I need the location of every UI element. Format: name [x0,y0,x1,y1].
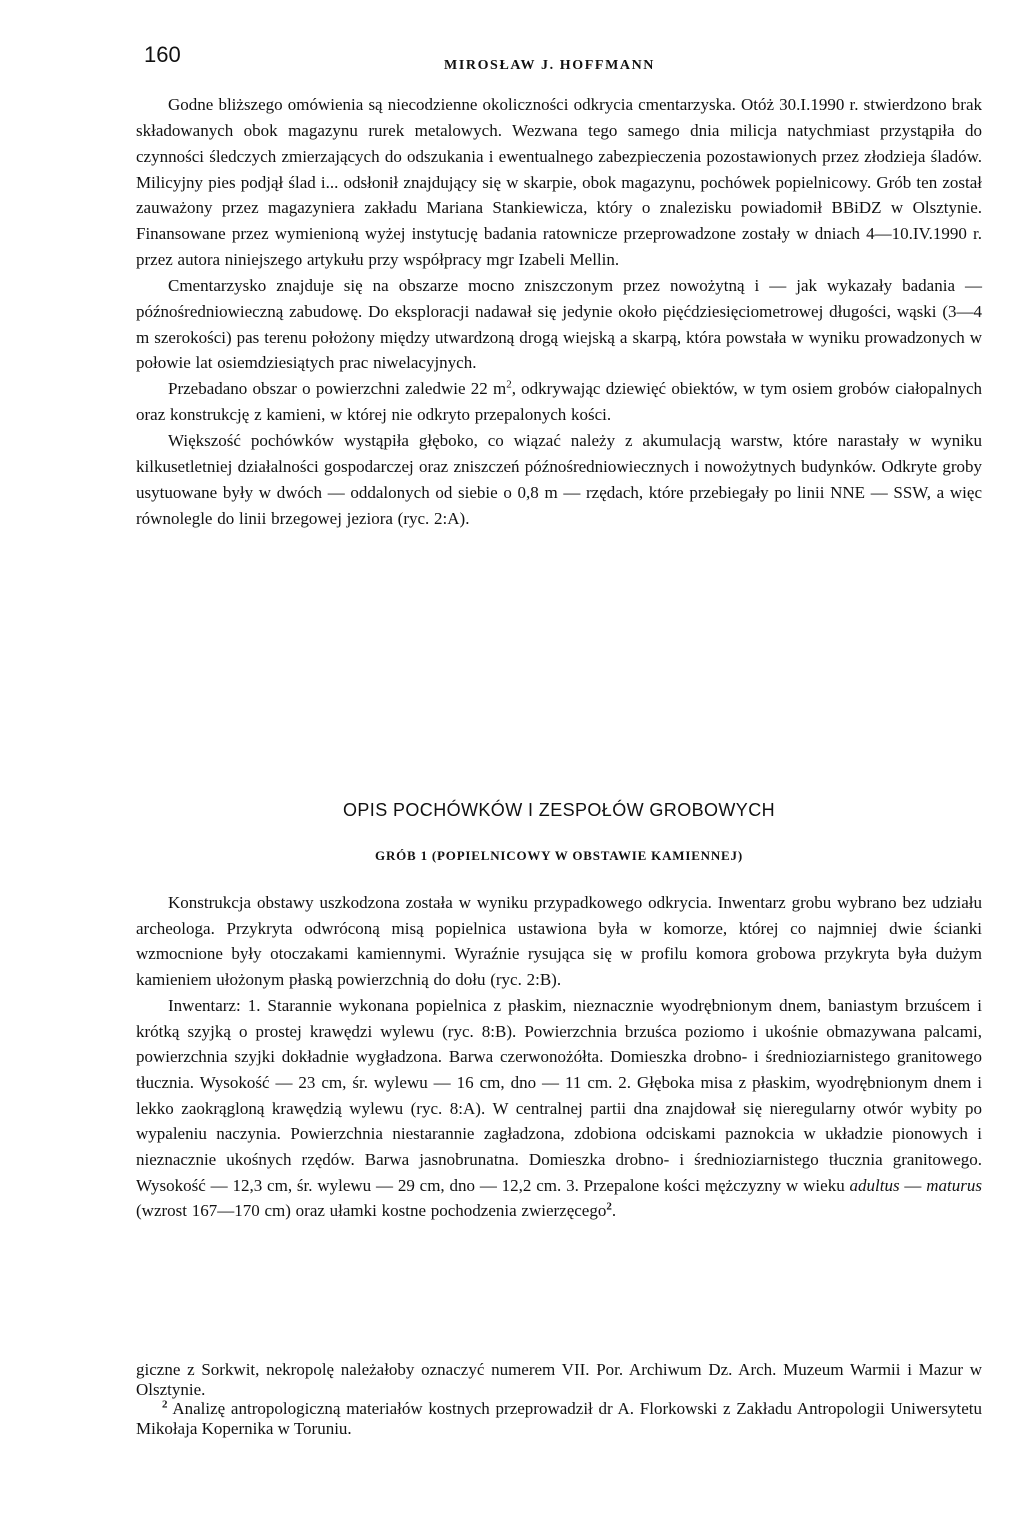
footnote [136,1399,982,1438]
paragraph [136,376,982,428]
text-run: — [899,1175,927,1195]
page-header [136,0,982,100]
text-run: Inwentarz: 1. Starannie wykonana popielnica z płaskim, nieznacznie wyodrębnionym dnem, baniastym brzuścem i krótką szyjką o prostej krawędzi wylewu (ryc. 8:B). Powierzchnia brzuśca poziomo i ukośnie obmazywana palcami, powierzchnia szyjki dokładnie wygładzona. Barwa czerwonożółta. Domieszka drobno- i średnioziarnistego granitowego tłucznia. Wysokość — 23 cm, śr. wylewu — 16 cm, dno — 11 cm. 2. Głęboka misa z płaskim, wyodrębnionym dnem i lekko zaokrągloną krawędzią wylewu (ryc. 8:A). W centralnej partii dna znajdował się nieregularny otwór wybity po wypaleniu naczynia. Powierzchnia niestarannie zagładzona, zdobiona odciskami paznokcia w układzie pionowych i nieznacznie ukośnych rzędów. Barwa jasnobrunatna. Domieszka drobno- i średnioziarnistego tłucznia granitowego. Wysokość — 12,3 cm, śr. wylewu — 29 cm, dno — 12,2 cm. 3. Przepalone kości mężczyzny w wieku [136,995,982,1195]
text-run: , odkrywając dziewięć obiektów, w tym osiem grobów ciałopalnych oraz konstrukcję z kamieni, w której nie odkryto przepalonych kości. [136,379,982,425]
italic-term: adultus [849,1175,900,1195]
italic-term: maturus [926,1175,982,1195]
paragraph: Konstrukcja obstawy uszkodzona została w wyniku przypadkowego odkrycia. Inwentarz grobu wybrano bez udziału archeologa. Przykryta odwróconą misą popielnica ustawiona była w komorze, której co najmniej dwie ścianki wzmocnione były otoczakami kamiennymi. Wyraźnie rysująca się w profilu komora grobowa przykryta była dużym kamieniem ułożonym płaską powierzchnią do dołu (ryc. 2:B). [136,893,982,990]
paragraph: Cmentarzysko znajduje się na obszarze mocno zniszczonym przez nowożytną i — jak wykazały badania — późnośredniowieczną zabudowę. Do eksploracji nadawał się jedynie około pięćdziesięciometrowej długości, wąski (3—4 m szerokości) pas terenu położony między utwardzoną drogą wiejską a skarpą, która powstała w wyniku prowadzonych w połowie lat osiemdziesiątych prac niwelacyjnych. [136,275,982,373]
paragraph [136,993,982,1224]
page-number: 160 [144,42,181,67]
footnote-reference: 2 [606,1200,612,1213]
text-run: (wzrost 167—170 cm) oraz ułamki kostne pochodzenia zwierzęcego [136,1201,607,1221]
section-heading: OPIS POCHÓWKÓW I ZESPOŁÓW GROBOWYCH [342,800,776,820]
grave-description [136,890,982,1224]
paragraph: Większość pochówków wystąpiła głęboko, co wiązać należy z akumulacją warstw, które narastały w wyniku kilkusetletniej działalności gospodarczej oraz zniszczeń późnośredniowiecznych i nowożytnych budynków. Odkryte groby usytuowane były w dwóch — oddalonych od siebie o 0,8 m — rzędach, które przebiegały po linii NNE — SSW, a więc równolegle do linii brzegowej jeziora (ryc. 2:A). [136,430,982,528]
footnote-number: 2 [162,1398,168,1411]
running-head: MIROSŁAW J. HOFFMANN [444,58,656,73]
footnote-text: Analizę antropologiczną materiałów kostnych przeprowadził dr A. Florkowski z Zakładu Antropologii Uniwersytetu Mikołaja Kopernika w Toruniu. [136,1399,982,1438]
grave-subheading: GRÓB 1 (POPIELNICOWY W OBSTAWIE KAMIENNEJ) [375,848,743,863]
footnote-continuation: giczne z Sorkwit, nekropolę należałoby oznaczyć numerem VII. Por. Archiwum Dz. Arch. Muzeum Warmii i Mazur w Olsztynie. [136,1360,982,1399]
paragraph: Godne bliższego omówienia są niecodzienne okoliczności odkrycia cmentarzyska. Otóż 30.I.1990 r. stwierdzono brak składowanych obok magazynu rurek metalowych. Wezwana tego samego dnia milicja natychmiast przystąpiła do czynności śledczych zmierzających do odszukania i ewentualnego zabezpieczenia pozostawionych przez złodzieja śladów. Milicyjny pies podjął ślad i... odsłonił znajdujący się w skarpie, obok magazynu, pochówek popielnicowy. Grób ten został zauważony przez magazyniera zakładu Mariana Stankiewicza, który o znalezisku powiadomił BBiDZ w Olsztynie. Finansowane przez wymienioną wyżej instytucję badania ratownicze przeprowadzone zostały w dniach 4—10.IV.1990 r. przez autora niniejszego artykułu przy współpracy mgr Izabeli Mellin. [136,95,982,270]
superscript: 2 [506,378,512,391]
body-text [136,92,982,531]
footnotes [136,1360,982,1438]
text-run: Przebadano obszar o powierzchni zaledwie 22 m [168,379,507,399]
text-run: . [611,1201,617,1221]
